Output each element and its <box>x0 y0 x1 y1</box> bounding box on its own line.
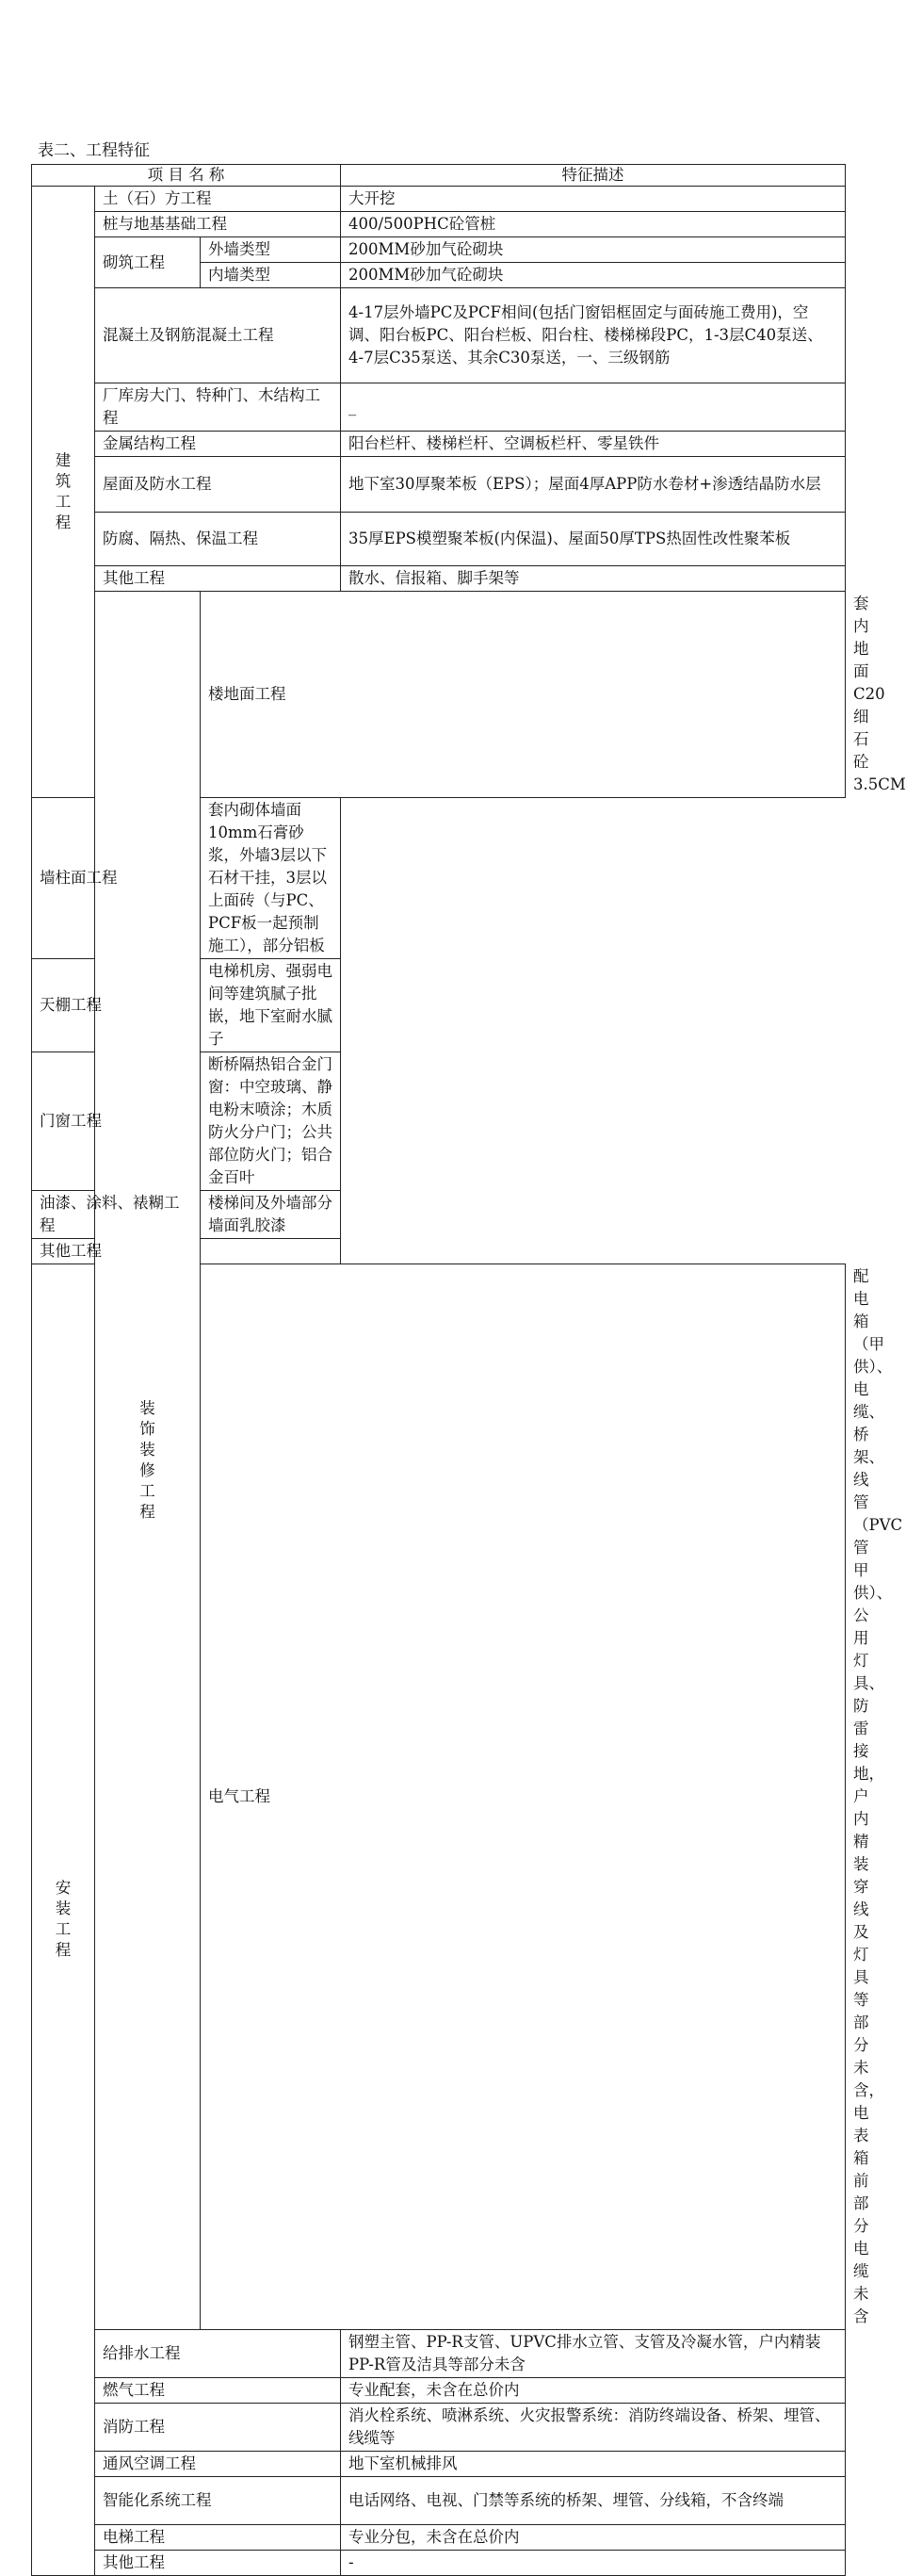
item-name: 通风空调工程 <box>95 2452 341 2477</box>
category-building: 建筑工程 <box>32 187 95 798</box>
item-name: 土（石）方工程 <box>95 187 341 212</box>
item-desc: 大开挖 <box>341 187 846 212</box>
item-name: 楼地面工程 <box>201 592 846 798</box>
item-desc: 楼梯间及外墙部分墙面乳胶漆 <box>201 1191 341 1239</box>
item-desc: 散水、信报箱、脚手架等 <box>341 566 846 592</box>
item-subname: 内墙类型 <box>201 263 341 288</box>
category-decoration: 装饰装修工程 <box>95 592 201 2330</box>
item-name: 其他工程 <box>95 2551 341 2576</box>
item-desc: 断桥隔热铝合金门窗：中空玻璃、静电粉末喷涂；木质防火分户门；公共部位防火门；铝合金百叶 <box>201 1052 341 1191</box>
item-desc: 200MM砂加气砼砌块 <box>341 263 846 288</box>
table-row <box>32 383 846 432</box>
table-row <box>32 513 846 566</box>
item-name: 墙柱面工程 <box>32 798 201 959</box>
item-name: 金属结构工程 <box>95 432 341 457</box>
item-desc: 阳台栏杆、楼梯栏杆、空调板栏杆、零星铁件 <box>341 432 846 457</box>
table-row <box>32 566 846 592</box>
item-desc: 消火栓系统、喷淋系统、火灾报警系统：消防终端设备、桥架、埋管、线缆等 <box>341 2404 846 2452</box>
table-caption: 表二、工程特征 <box>38 141 150 160</box>
item-name: 其他工程 <box>95 566 341 592</box>
item-name: 砌筑工程 <box>95 237 201 288</box>
category-installation: 安装工程 <box>32 1264 95 2576</box>
table-row <box>32 1052 846 1191</box>
table-row <box>32 2378 846 2404</box>
item-name: 桩与地基基础工程 <box>95 212 341 237</box>
item-name: 厂库房大门、特种门、木结构工程 <box>95 383 341 432</box>
item-name: 智能化系统工程 <box>95 2477 341 2525</box>
table-row <box>32 187 846 212</box>
item-name: 防腐、隔热、保温工程 <box>95 513 341 566</box>
item-desc: 4-17层外墙PC及PCF相间(包括门窗铝框固定与面砖施工费用)，空调、阳台板PC、阳台栏板、阳台柱、楼梯梯段PC，1-3层C40泵送、4-7层C35泵送、其余C30泵送，一、三级钢筋 <box>341 288 846 383</box>
item-name: 电梯工程 <box>95 2525 341 2551</box>
table-row <box>32 2452 846 2477</box>
table-row <box>32 2330 846 2378</box>
item-desc: 电话网络、电视、门禁等系统的桥架、埋管、分线箱，不含终端 <box>341 2477 846 2525</box>
table-row <box>32 237 846 263</box>
item-desc: - <box>341 2551 846 2576</box>
item-desc: _ <box>341 383 846 432</box>
item-desc: 电梯机房、强弱电间等建筑腻子批嵌，地下室耐水腻子 <box>201 959 341 1052</box>
item-desc <box>201 1239 341 1264</box>
item-name: 燃气工程 <box>95 2378 341 2404</box>
item-desc: 专业分包，未含在总价内 <box>341 2525 846 2551</box>
table-header-row <box>32 165 846 187</box>
item-desc: 套内砌体墙面10mm石膏砂浆，外墙3层以下石材干挂，3层以上面砖（与PC、PCF板一起预制施工），部分铝板 <box>201 798 341 959</box>
item-desc: 400/500PHC砼管桩 <box>341 212 846 237</box>
item-name: 给排水工程 <box>95 2330 341 2378</box>
table-row <box>32 2551 846 2576</box>
table-row <box>32 432 846 457</box>
item-name: 混凝土及钢筋混凝土工程 <box>95 288 341 383</box>
item-subname: 外墙类型 <box>201 237 341 263</box>
item-name: 电气工程 <box>201 1264 846 2330</box>
table-row <box>32 2477 846 2525</box>
table-row <box>32 959 846 1052</box>
item-desc: 地下室机械排风 <box>341 2452 846 2477</box>
engineering-features-table <box>31 164 906 2576</box>
table-row <box>32 457 846 513</box>
table-row <box>32 798 846 959</box>
item-name: 门窗工程 <box>32 1052 201 1191</box>
item-desc: 200MM砂加气砼砌块 <box>341 237 846 263</box>
table-row: 安装工程 电气工程 配电箱（甲供）、电缆、桥架、线管（PVC管甲供）、公用灯具、防雷接地，户内精装穿线及灯具等部分未含，电表箱前部分电缆未含 <box>32 1264 846 2330</box>
item-desc: 钢塑主管、PP-R支管、UPVC排水立管、支管及冷凝水管，户内精装PP-R管及洁具等部分未含 <box>341 2330 846 2378</box>
item-name: 天棚工程 <box>32 959 201 1052</box>
table-row <box>32 212 846 237</box>
item-name: 屋面及防水工程 <box>95 457 341 513</box>
table-row <box>32 1191 846 1239</box>
table-row <box>32 288 846 383</box>
table-row <box>32 2525 846 2551</box>
item-desc: 专业配套，未含在总价内 <box>341 2378 846 2404</box>
item-name: 消防工程 <box>95 2404 341 2452</box>
table-row: 装饰装修工程 楼地面工程 套内地面C20细石砼3.5CM <box>32 592 846 798</box>
header-name: 项 目 名 称 <box>32 165 341 187</box>
item-name: 油漆、涂料、裱糊工程 <box>32 1191 201 1239</box>
item-desc: 地下室30厚聚苯板（EPS）；屋面4厚APP防水卷材+渗透结晶防水层 <box>341 457 846 513</box>
header-desc: 特征描述 <box>341 165 846 187</box>
item-name: 其他工程 <box>32 1239 201 1264</box>
item-desc: 35厚EPS模塑聚苯板(内保温)、屋面50厚TPS热固性改性聚苯板 <box>341 513 846 566</box>
table-row <box>32 2404 846 2452</box>
table-row <box>32 1239 846 1264</box>
